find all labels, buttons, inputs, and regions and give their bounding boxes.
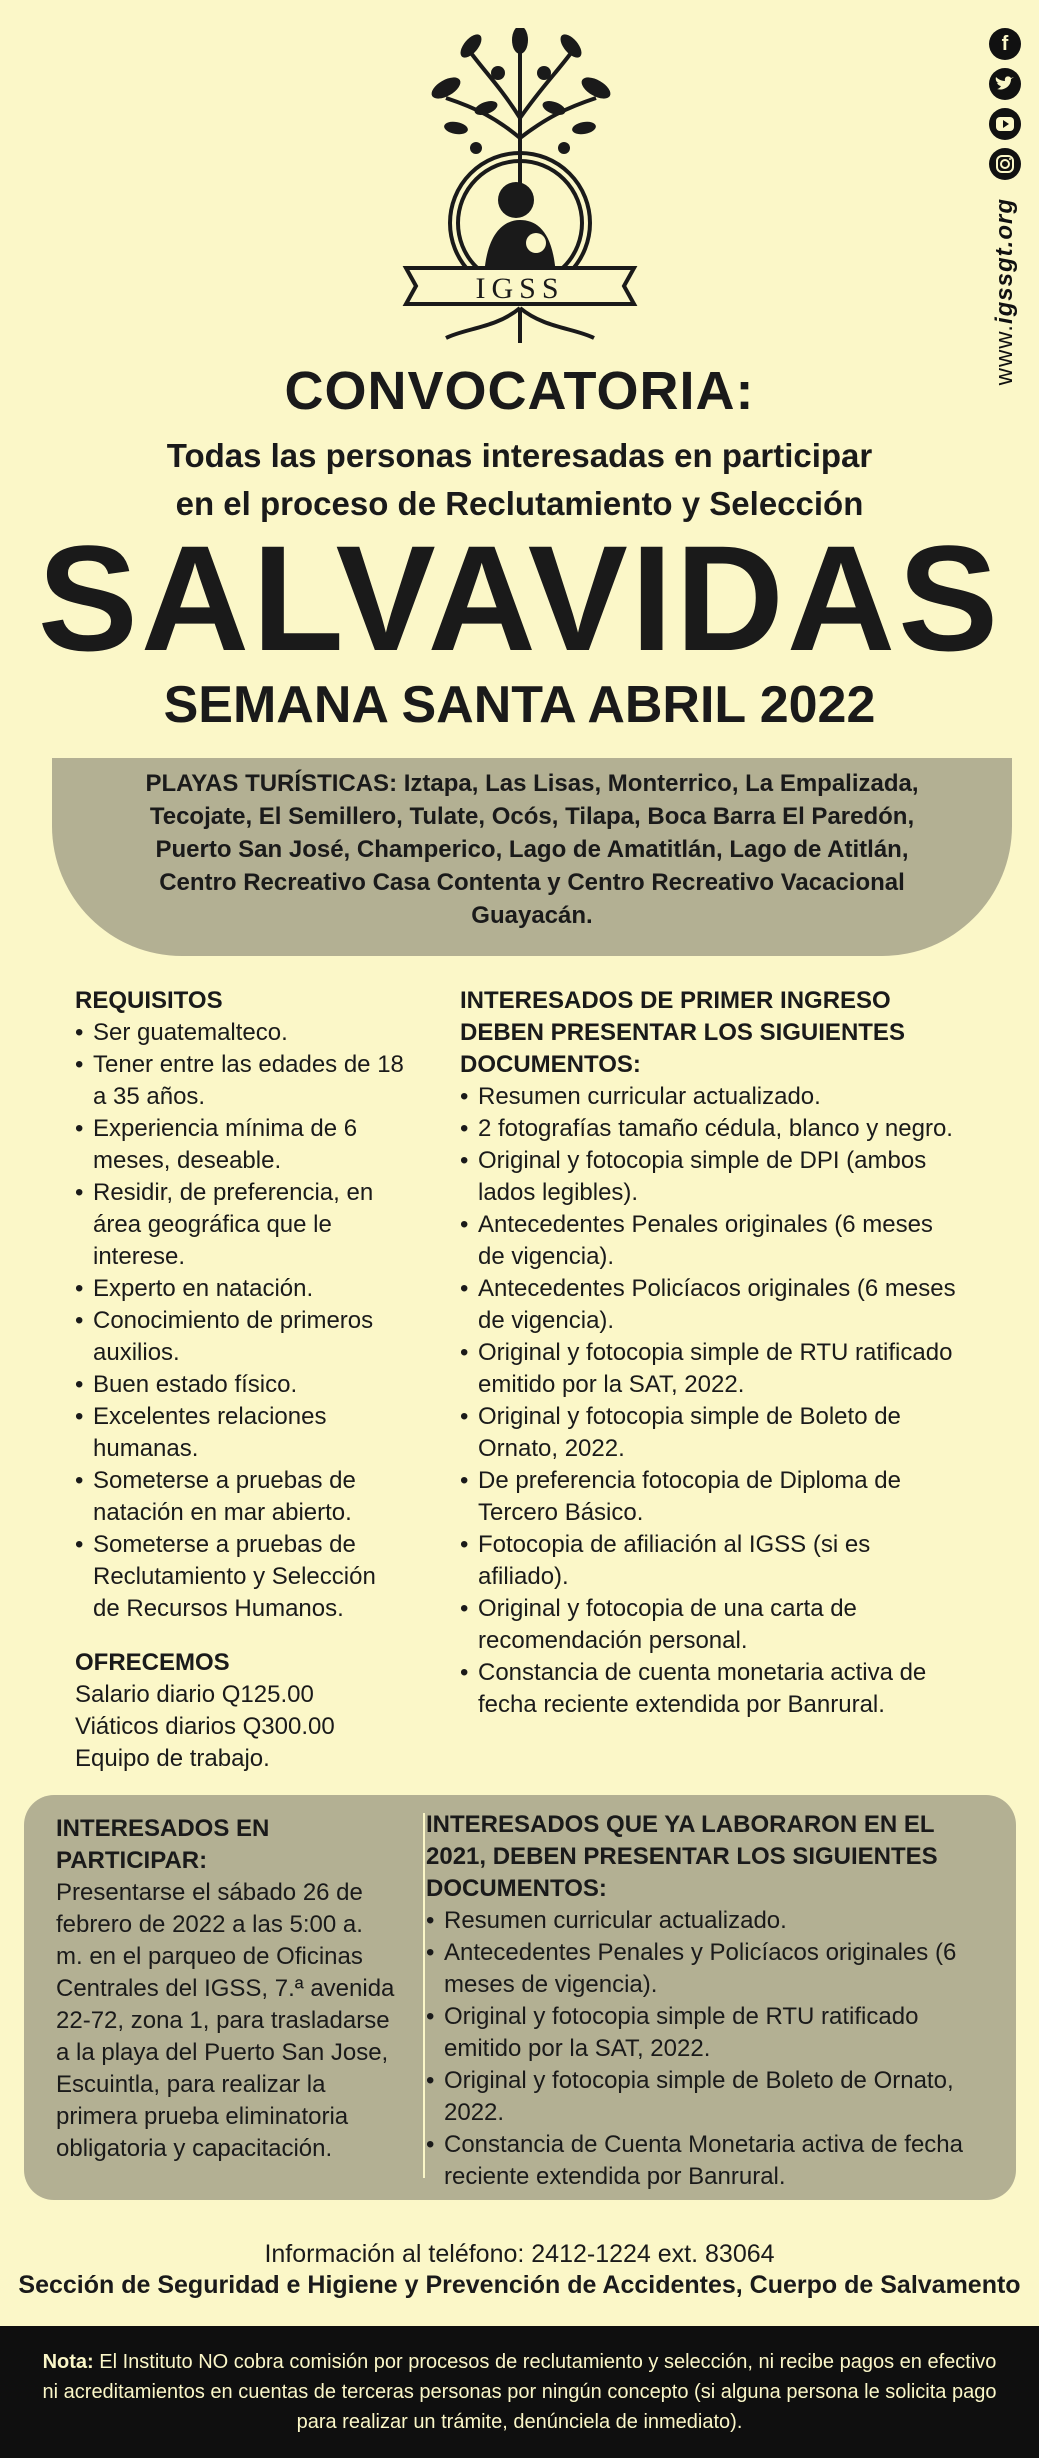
list-item: • Resumen curricular actualizado.	[460, 1081, 960, 1113]
page-title: SALVAVIDAS	[37, 514, 1002, 682]
list-item: • Constancia de Cuenta Monetaria activa de fecha reciente extendida por Banrural.	[426, 2129, 996, 2193]
divider	[423, 1813, 425, 2178]
list-item: • Antecedentes Penales y Policíacos originales (6 meses de vigencia).	[426, 1937, 996, 2001]
list-item: • Original y fotocopia simple de RTU ratificado emitido por la SAT, 2022.	[460, 1337, 960, 1401]
list-item: • Resumen curricular actualizado.	[426, 1905, 996, 1937]
list-item: • Constancia de cuenta monetaria activa de fecha reciente extendida por Banrural.	[460, 1657, 960, 1721]
ofrecemos-line: Equipo de trabajo.	[75, 1745, 270, 1772]
social-links	[985, 28, 1025, 385]
url-domain: igssgt.org	[991, 198, 1018, 325]
phone-info: Información al teléfono: 2412-1224 ext. 83064	[264, 2240, 775, 2268]
ofrecemos-title: OFRECEMOS	[75, 1649, 230, 1676]
facebook-icon[interactable]: f	[989, 28, 1021, 60]
logo-text: IGSS	[475, 272, 565, 305]
playas-panel	[52, 758, 1012, 956]
list-item: • Original y fotocopia simple de DPI (ambos lados legibles).	[460, 1145, 960, 1209]
participar-title: INTERESADOS EN PARTICIPAR:	[56, 1815, 270, 1874]
nota-body: El Instituto NO cobra comisión por procesos de reclutamiento y selección, ni recibe pagos en efectivo ni acreditamientos en cuentas de terceras personas por ningún concepto (si alguna persona le solicita pago para realizar un trámite, denúnciela de inmediato).	[42, 2351, 997, 2433]
list-item: • Someterse a pruebas de natación en mar abierto.	[75, 1465, 405, 1529]
list-item: • Someterse a pruebas de Reclutamiento y Selección de Recursos Humanos.	[75, 1529, 405, 1625]
list-item: • Experto en natación.	[75, 1273, 405, 1305]
ofrecemos-line: Salario diario Q125.00	[75, 1681, 314, 1708]
tree-mother-emblem	[386, 28, 654, 348]
convocatoria-heading: CONVOCATORIA:	[284, 361, 755, 421]
website-url[interactable]	[991, 198, 1019, 385]
primer-ingreso-title: INTERESADOS DE PRIMER INGRESO DEBEN PRESENTAR LOS SIGUIENTES DOCUMENTOS:	[460, 987, 905, 1078]
instagram-icon[interactable]	[989, 148, 1021, 180]
url-prefix: www.	[991, 324, 1018, 386]
list-item: • 2 fotografías tamaño cédula, blanco y negro.	[460, 1113, 960, 1145]
participar-section	[56, 1813, 396, 2165]
requisitos-title: REQUISITOS	[75, 987, 223, 1014]
participar-text: Presentarse el sábado 26 de febrero de 2022 a las 5:00 a. m. en el parqueo de Oficinas Centrales del IGSS, 7.ª avenida 22-72, zona 1, para trasladarse a la playa del Puerto San Jose, Escuintla, para realizar la primera prueba eliminatoria obligatoria y capacitación.	[56, 1879, 395, 2162]
list-item: • Residir, de preferencia, en área geográfica que le interese.	[75, 1177, 405, 1273]
ofrecemos-line: Viáticos diarios Q300.00	[75, 1713, 335, 1740]
list-item: • Fotocopia de afiliación al IGSS (si es afiliado).	[460, 1529, 960, 1593]
youtube-icon[interactable]	[989, 108, 1021, 140]
laboraron-title: INTERESADOS QUE YA LABORARON EN EL 2021, DEBEN PRESENTAR LOS SIGUIENTES DOCUMENTOS:	[426, 1811, 938, 1902]
list-item: • Original y fotocopia simple de Boleto de Ornato, 2022.	[426, 2065, 996, 2129]
list-item: • Conocimiento de primeros auxilios.	[75, 1305, 405, 1369]
list-item: • Original y fotocopia de una carta de recomendación personal.	[460, 1593, 960, 1657]
nota-banner	[0, 2326, 1039, 2458]
list-item: • De preferencia fotocopia de Diploma de Tercero Básico.	[460, 1465, 960, 1529]
list-item: • Original y fotocopia simple de RTU ratificado emitido por la SAT, 2022.	[426, 2001, 996, 2065]
laboraron-section	[426, 1809, 996, 2193]
list-item: • Experiencia mínima de 6 meses, deseable.	[75, 1113, 405, 1177]
list-item: • Antecedentes Policíacos originales (6 meses de vigencia).	[460, 1273, 960, 1337]
nota-text	[40, 2347, 999, 2437]
list-item: • Antecedentes Penales originales (6 meses de vigencia).	[460, 1209, 960, 1273]
nota-label: Nota:	[42, 2351, 94, 2373]
section-info: Sección de Seguridad e Higiene y Prevención de Accidentes, Cuerpo de Salvamento	[18, 2271, 1021, 2299]
playas-text: PLAYAS TURÍSTICAS: Iztapa, Las Lisas, Monterrico, La Empalizada, Tecojate, El Semillero, Tulate, Ocós, Tilapa, Boca Barra El Paredón, Puerto San José, Champerico, Lago de Amatitlán, Lago de Atitlán, Centro Recreativo Casa Contenta y Centro Recreativo Vacacional Guayacán.	[145, 769, 919, 929]
interesados-panel	[24, 1795, 1016, 2200]
igss-logo	[386, 28, 654, 348]
semana-heading: SEMANA SANTA ABRIL 2022	[163, 676, 876, 734]
list-item: • Excelentes relaciones humanas.	[75, 1401, 405, 1465]
subtitle-line-2: en el proceso de Reclutamiento y Selección	[175, 485, 864, 522]
list-item: • Original y fotocopia simple de Boleto de Ornato, 2022.	[460, 1401, 960, 1465]
twitter-icon[interactable]	[989, 68, 1021, 100]
requisitos-section	[75, 985, 405, 1775]
list-item: • Tener entre las edades de 18 a 35 años.	[75, 1049, 405, 1113]
subtitle-line-1: Todas las personas interesadas en participar	[166, 437, 873, 474]
primer-ingreso-section	[460, 985, 960, 1721]
list-item: • Buen estado físico.	[75, 1369, 405, 1401]
list-item: • Ser guatemalteco.	[75, 1017, 405, 1049]
